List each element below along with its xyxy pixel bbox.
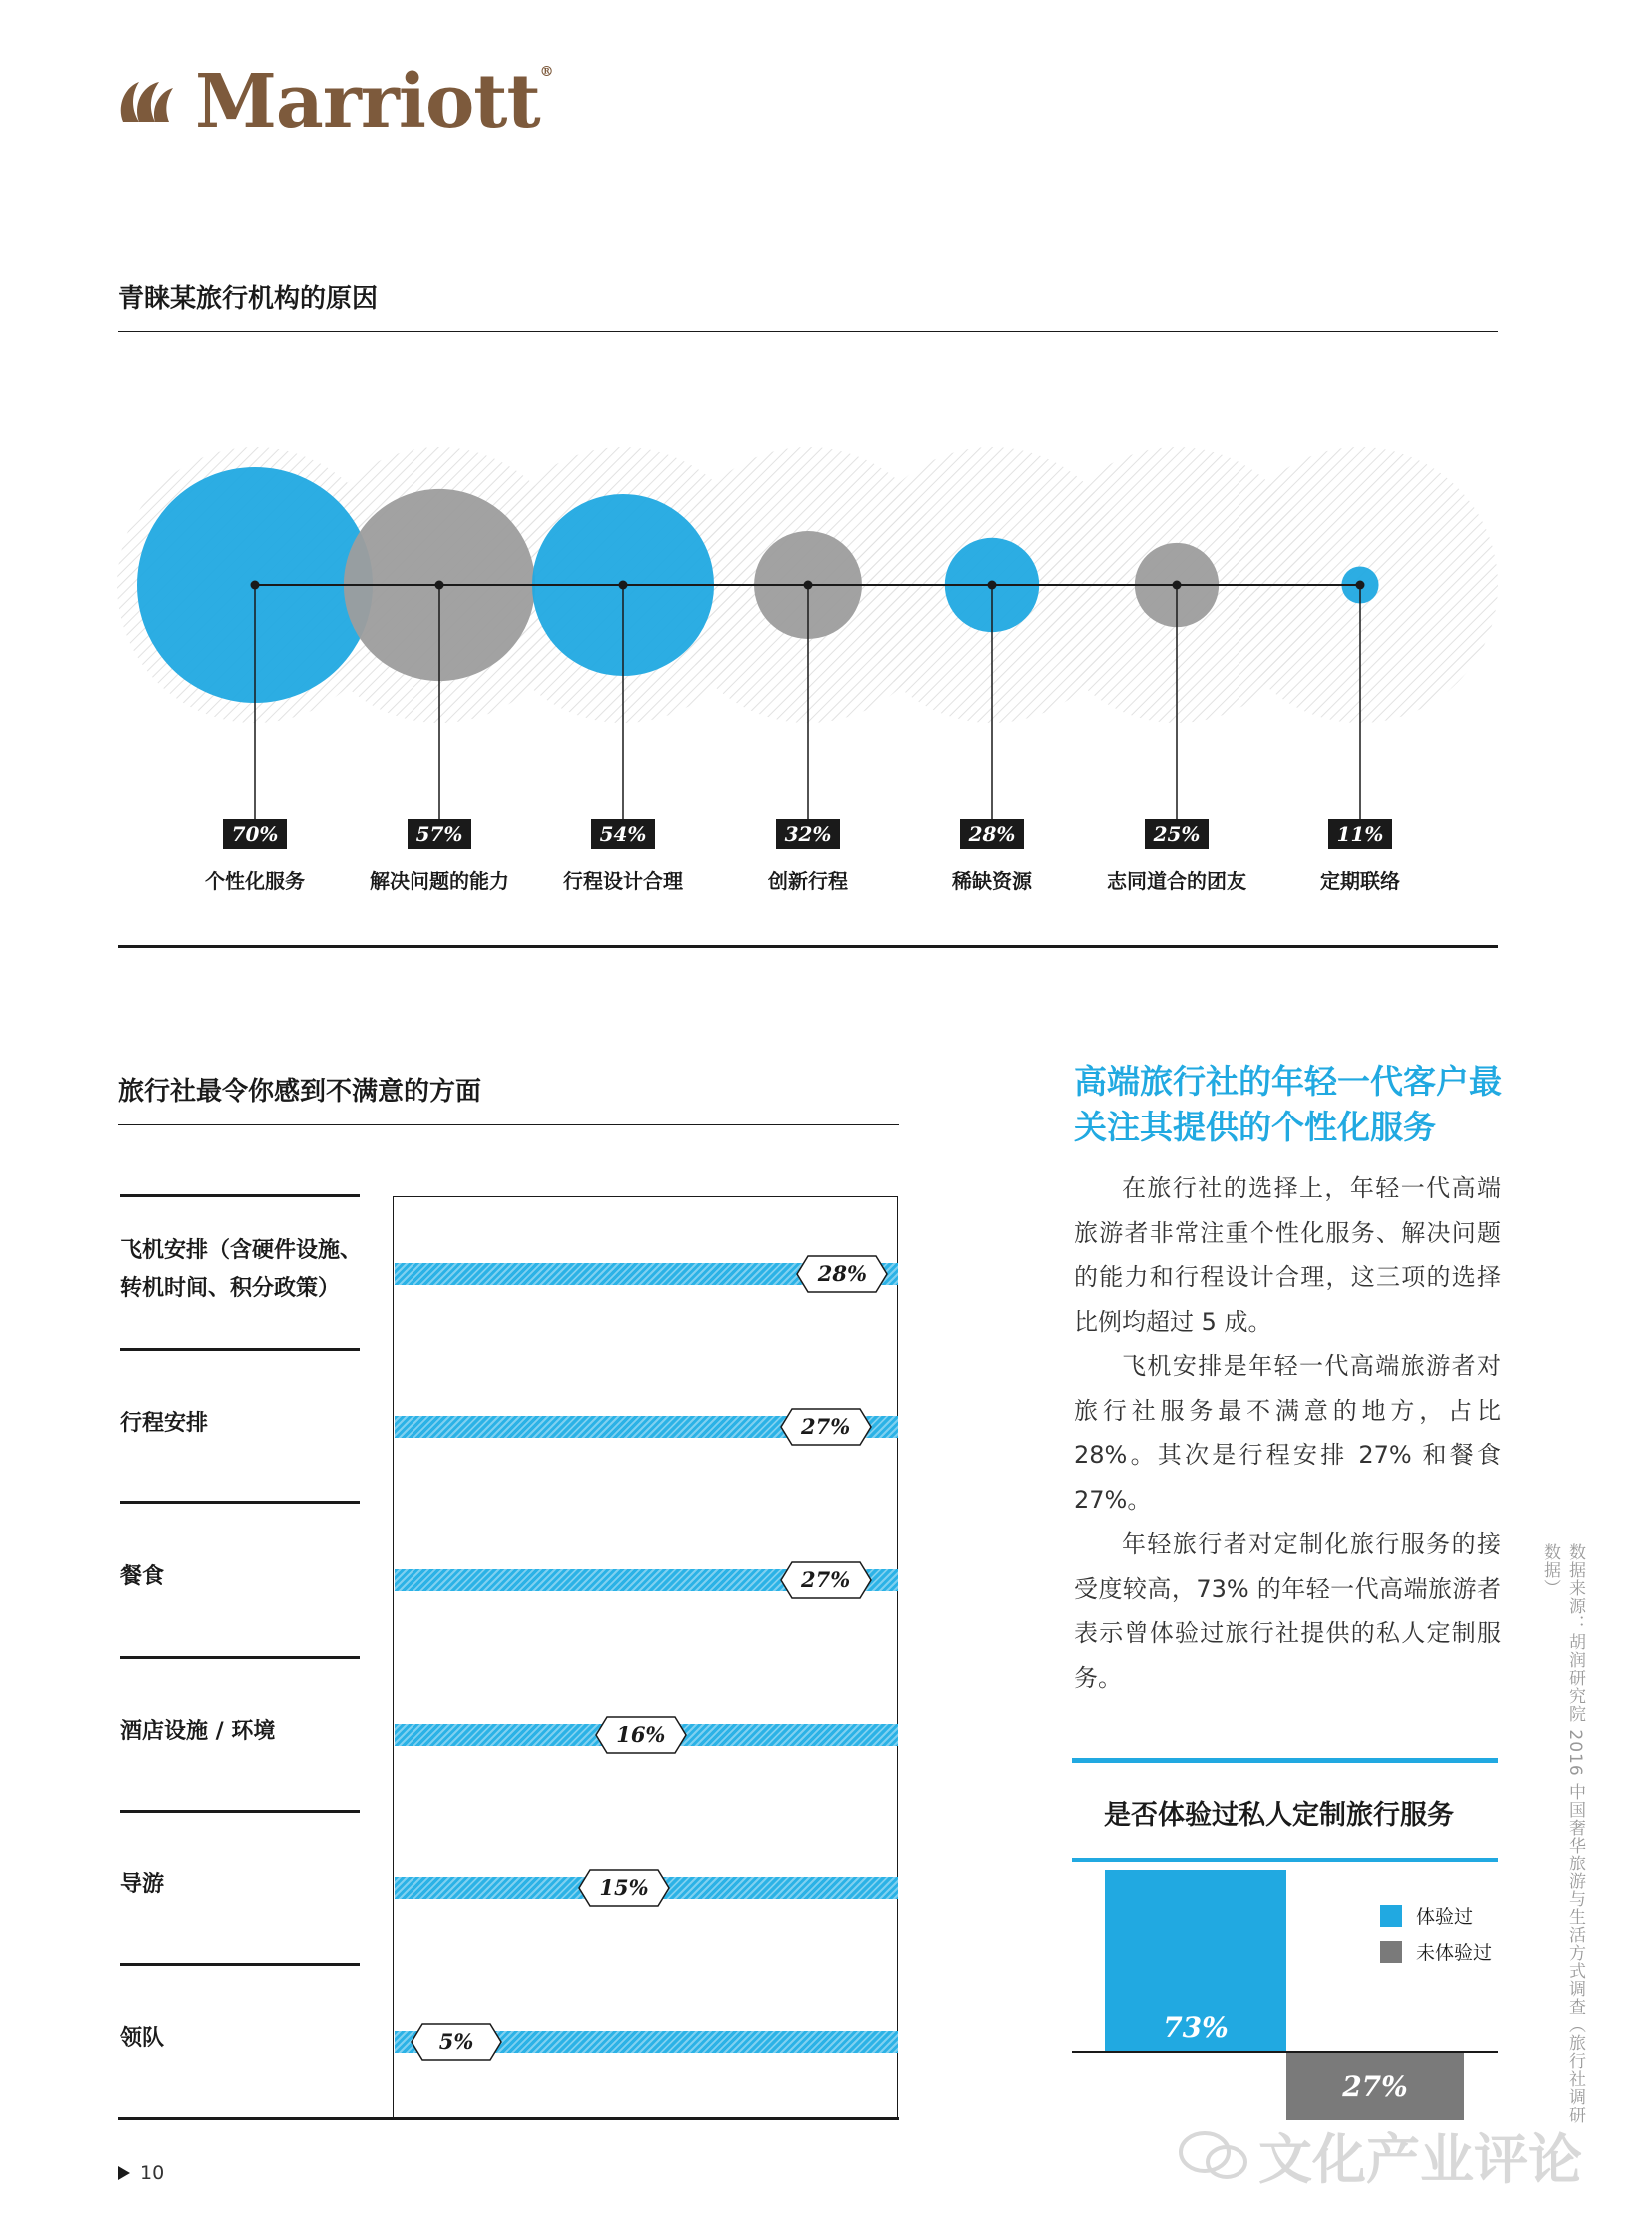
sidebar-paragraph: 年轻旅行者对定制化旅行服务的接受度较高，73% 的年轻一代高端旅游者表示曾体验过旅行社提供的私人定制服务。 bbox=[1074, 1530, 1501, 1692]
row-separator bbox=[120, 1810, 360, 1813]
legend-item-not-experienced bbox=[1380, 1938, 1492, 1965]
bar-category-label: 领队 bbox=[120, 2026, 165, 2051]
bar-value-marker bbox=[780, 1561, 872, 1599]
bubble-value-label: 70% bbox=[223, 819, 287, 849]
sidebar-heading-line1: 高端旅行社的年轻一代客户最 bbox=[1074, 1062, 1502, 1101]
bar-value-marker bbox=[780, 1408, 872, 1446]
bar-value-label: 28% bbox=[817, 1261, 867, 1286]
bar-chart-frame bbox=[393, 1196, 898, 2119]
row-separator bbox=[120, 1194, 360, 1197]
sidebar-paragraph: 在旅行社的选择上，年轻一代高端旅游者非常注重个性化服务、解决问题的能力和行程设计合理，这三项的选择比例均超过 5 成。 bbox=[1074, 1174, 1501, 1336]
bubble-node bbox=[1356, 581, 1365, 590]
marriott-logo bbox=[115, 59, 553, 145]
wechat-icon bbox=[1179, 2128, 1248, 2184]
bubble-node bbox=[251, 581, 260, 590]
bubble-category-label: 解决问题的能力 bbox=[370, 869, 509, 893]
small-bar-2 bbox=[1286, 2052, 1464, 2120]
bar-value-marker bbox=[411, 2023, 502, 2061]
bar-value-marker bbox=[578, 1869, 670, 1907]
bar-category-label bbox=[120, 1232, 370, 1308]
small-bar-1 bbox=[1105, 1870, 1286, 2053]
marriott-emblem-icon bbox=[115, 74, 177, 130]
source-note bbox=[1538, 1543, 1598, 2142]
section2-bottom-rule bbox=[118, 2117, 899, 2120]
sidebar-heading bbox=[1074, 1059, 1513, 1150]
page-number bbox=[118, 2162, 164, 2184]
bubble-value-label: 28% bbox=[960, 819, 1024, 849]
small-bar-label: 73% bbox=[1163, 2011, 1229, 2044]
sidebar-paragraph: 飞机安排是年轻一代高端旅游者对旅行社服务最不满意的地方，占比 28%。其次是行程安排 27% 和餐食 27%。 bbox=[1074, 1352, 1501, 1514]
bar-category-line: 转机时间、积分政策） bbox=[120, 1276, 341, 1301]
bubble-category-label: 行程设计合理 bbox=[563, 869, 683, 893]
section1-top-rule bbox=[118, 331, 1498, 332]
bar-category-label: 导游 bbox=[120, 1872, 165, 1897]
bar-category-label: 餐食 bbox=[120, 1564, 165, 1589]
bubble-value-label: 57% bbox=[408, 819, 471, 849]
sidebar-body bbox=[1074, 1166, 1501, 1700]
section3-top-rule bbox=[1072, 1758, 1498, 1763]
bubble-value-label: 11% bbox=[1328, 819, 1392, 849]
sidebar-heading-line2: 关注其提供的个性化服务 bbox=[1074, 1108, 1436, 1146]
page-number-text: 10 bbox=[140, 2162, 165, 2184]
bubble-category-label: 创新行程 bbox=[768, 869, 848, 893]
watermark bbox=[1179, 2117, 1582, 2194]
row-separator bbox=[120, 1501, 360, 1504]
bubble-category-label: 稀缺资源 bbox=[952, 869, 1032, 893]
section3-title: 是否体验过私人定制旅行服务 bbox=[1104, 1800, 1454, 1831]
bar-value-label: 5% bbox=[438, 2029, 474, 2054]
brand-name: Marriott® bbox=[195, 59, 553, 145]
bar-category-label: 行程安排 bbox=[120, 1411, 209, 1436]
play-triangle-icon bbox=[118, 2166, 130, 2180]
bubble-category-label: 个性化服务 bbox=[205, 869, 305, 893]
bubble-category-label: 定期联络 bbox=[1320, 869, 1400, 893]
bubble-node bbox=[435, 581, 444, 590]
bar-category-label: 酒店设施 / 环境 bbox=[120, 1719, 276, 1744]
legend-swatch bbox=[1380, 1905, 1402, 1927]
section2-top-rule bbox=[118, 1124, 899, 1125]
bubble-value-label: 32% bbox=[776, 819, 840, 849]
legend-swatch bbox=[1380, 1941, 1402, 1963]
bubble-value-label: 54% bbox=[591, 819, 655, 849]
section2-title: 旅行社最令你感到不满意的方面 bbox=[118, 1077, 482, 1107]
bar-category-line: 飞机安排（含硬件设施、 bbox=[120, 1238, 363, 1263]
row-separator bbox=[120, 1348, 360, 1351]
bubble-category-label: 志同道合的团友 bbox=[1107, 869, 1246, 893]
small-chart-baseline bbox=[1072, 2051, 1498, 2053]
bar-value-marker bbox=[595, 1716, 687, 1754]
bubble-value-label: 25% bbox=[1145, 819, 1209, 849]
section1-title: 青睐某旅行机构的原因 bbox=[118, 284, 379, 314]
bar-value-label: 27% bbox=[801, 1414, 851, 1439]
source-note-text: 数据来源：胡润研究院 2016 中国奢华旅游与生活方式调查（旅行社调研数据） bbox=[1540, 1543, 1585, 2125]
bar-value-label: 27% bbox=[801, 1567, 851, 1592]
small-bar-label: 27% bbox=[1342, 2070, 1408, 2103]
bubble-node bbox=[804, 581, 813, 590]
legend-item-experienced bbox=[1380, 1902, 1473, 1929]
row-separator bbox=[120, 1656, 360, 1659]
watermark-text: 文化产业评论 bbox=[1258, 2128, 1582, 2191]
section3-mid-rule bbox=[1072, 1858, 1498, 1862]
bubble-node bbox=[1173, 581, 1182, 590]
row-separator bbox=[120, 1963, 360, 1966]
bubble-node bbox=[988, 581, 997, 590]
bar-value-label: 16% bbox=[616, 1722, 666, 1747]
bar-value-label: 15% bbox=[599, 1875, 649, 1900]
legend-label: 体验过 bbox=[1416, 1906, 1474, 1928]
section1-bottom-rule bbox=[118, 945, 1498, 948]
bar-value-marker bbox=[796, 1255, 888, 1293]
legend-label: 未体验过 bbox=[1416, 1942, 1493, 1964]
bubble-node bbox=[619, 581, 628, 590]
